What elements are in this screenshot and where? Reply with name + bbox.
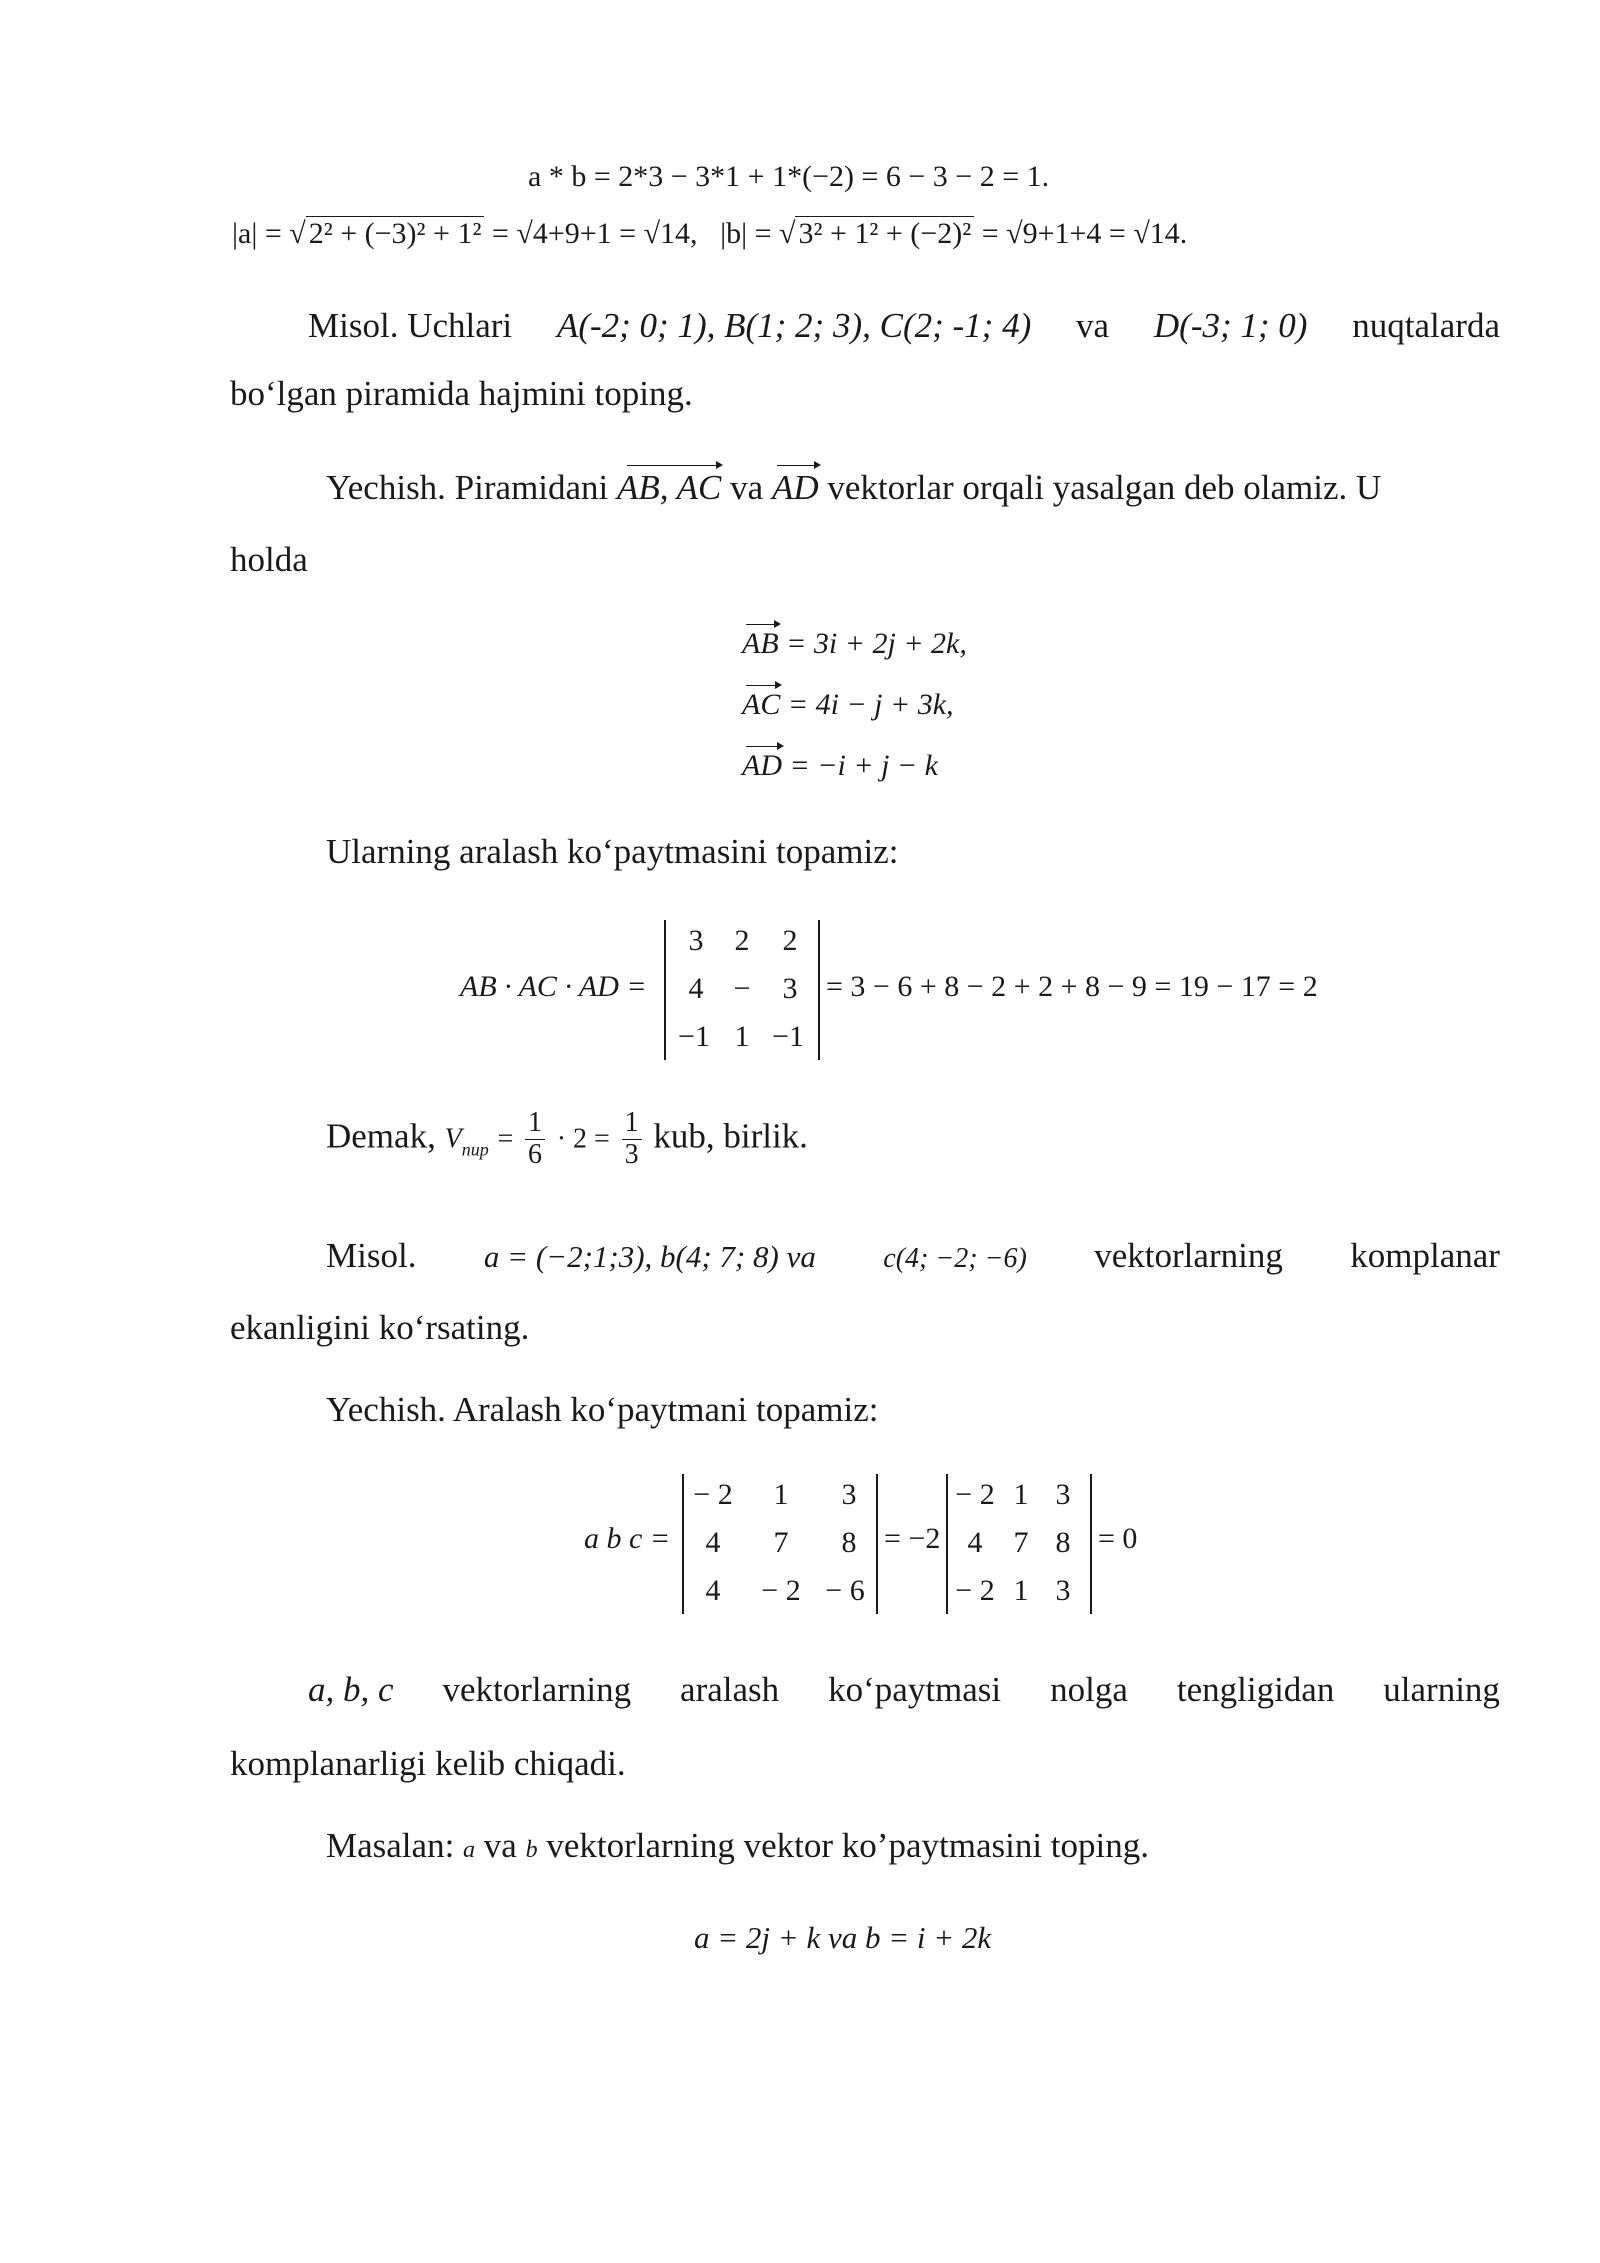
vector-ab-eq xyxy=(742,627,967,661)
conclusion-w6: ularning xyxy=(1383,1670,1500,1709)
det1-rhs: = 3 − 6 + 8 − 2 + 2 + 8 − 9 = 19 − 17 = 2 xyxy=(826,970,1318,1003)
misol1-w1: A(-2; 0; 1), B(1; 2; 3), C(2; -1; 4) xyxy=(556,306,1032,345)
norm-a-lhs: |a| = xyxy=(232,217,282,250)
det1-lhs-text: AB · AC · AD = xyxy=(460,970,647,1003)
masalan-line xyxy=(326,1826,1149,1866)
det2b-r2c0: − 2 xyxy=(955,1574,995,1607)
dot-product-equation xyxy=(528,160,1049,194)
det2b-r1c0: 4 xyxy=(967,1526,983,1559)
demak-sub: пир xyxy=(461,1139,489,1160)
demak-frac1-num: 1 xyxy=(525,1108,545,1140)
misol1-w4: nuqtalarda xyxy=(1352,306,1500,345)
masalan-va: va xyxy=(483,1826,517,1865)
det2a-r1c0: 4 xyxy=(705,1526,721,1559)
det1-r1c1: − xyxy=(733,972,751,1005)
norm-b-radicand: 3² + 1² + (−2)² xyxy=(795,216,974,251)
conclusion-w2: aralash xyxy=(680,1670,780,1709)
misol2-w3: vektorlarning xyxy=(1094,1236,1283,1275)
dot-product-text: a * b = 2*3 − 3*1 + 1*(−2) = 6 − 3 − 2 = 1. xyxy=(528,160,1050,193)
demak-tail: kub, birlik. xyxy=(653,1116,808,1156)
norm-a-result: = √4+9+1 = √14, xyxy=(491,217,698,250)
conclusion-w0: a, b, c xyxy=(308,1670,394,1709)
det2a-r2c2: − 6 xyxy=(825,1574,865,1607)
misol2-w4: komplanar xyxy=(1350,1236,1500,1275)
vector-ad-name: AD xyxy=(742,749,782,782)
conclusion-line1 xyxy=(308,1670,1500,1710)
misol2-w2: c(4; −2; −6) xyxy=(883,1243,1027,1274)
vec-ab-ac: AB, AC xyxy=(617,468,722,507)
vector-ab-name: AB xyxy=(742,627,779,660)
conclusion-w1: vektorlarning xyxy=(442,1670,632,1709)
demak-frac1 xyxy=(525,1108,545,1171)
det2b-r1c1: 7 xyxy=(1013,1526,1029,1559)
det1-r1c0: 4 xyxy=(688,972,704,1005)
det2a-r2c1: − 2 xyxy=(761,1574,801,1607)
masalan-v2: b xyxy=(525,1837,538,1863)
det2b-r0c2: 3 xyxy=(1055,1478,1071,1511)
masalan-c: vektorlarning vektor ko’paytmasini toping. xyxy=(546,1826,1149,1865)
yechish1-a: Yechish. Piramidani xyxy=(326,468,609,507)
det2a-r0c0: − 2 xyxy=(693,1478,733,1511)
demak-frac2-den: 3 xyxy=(624,1138,639,1170)
det2b-r0c1: 1 xyxy=(1013,1478,1029,1511)
det2-mid: = −2 xyxy=(884,1522,941,1555)
det1-r1c2: 3 xyxy=(782,972,798,1005)
det2a-r1c2: 8 xyxy=(841,1526,857,1559)
vector-ad-eq xyxy=(742,749,938,783)
misol2-w0: Misol. xyxy=(326,1236,417,1275)
conclusion-w3: ko‘paytmasi xyxy=(828,1670,1002,1709)
final-equation xyxy=(694,1920,991,1956)
det2b-r1c2: 8 xyxy=(1055,1526,1071,1559)
conclusion-w4: nolga xyxy=(1050,1670,1128,1709)
yechish1-c: vektorlar orqali yasalgan deb olamiz. U xyxy=(827,468,1382,507)
norms-equation: |a| = √ 2² + (−3)² + 1² = √4+9+1 = √14, |b| = √ 3² + 1² + (−2)² = √9+1+4 = √14. xyxy=(232,217,1188,250)
norm-b-result: = √9+1+4 = √14. xyxy=(981,217,1188,250)
det2-lhs-text: a b c = xyxy=(584,1522,671,1555)
det1-r0c2: 2 xyxy=(782,924,798,957)
yechish1-line1 xyxy=(326,468,1381,508)
det2-matrix2 xyxy=(946,1474,1092,1614)
vector-ad-rhs: = −i + j − k xyxy=(789,749,938,782)
misol1-w2: va xyxy=(1076,306,1110,345)
det2b-r2c2: 3 xyxy=(1055,1574,1071,1607)
det2b-r0c0: − 2 xyxy=(955,1478,995,1511)
misol2-line2: ekanligini ko‘rsating. xyxy=(230,1308,530,1347)
mixed-intro: Ularning aralash ko‘paytmasini topamiz: xyxy=(326,832,899,871)
misol2-line1 xyxy=(326,1236,1500,1276)
conclusion-line2: komplanarligi kelib chiqadi. xyxy=(230,1744,626,1783)
norm-a-radicand: 2² + (−3)² + 1² xyxy=(306,216,485,251)
demak-frac2 xyxy=(622,1108,642,1171)
demak-mid: · 2 = xyxy=(556,1123,610,1155)
det2-lhs xyxy=(584,1522,670,1556)
det2-matrix1 xyxy=(682,1474,878,1614)
vector-ac-name: AC xyxy=(742,688,781,721)
yechish1-line2: holda xyxy=(230,540,308,579)
vector-ab-rhs: = 3i + 2j + 2k, xyxy=(786,627,967,660)
det1-r0c1: 2 xyxy=(734,924,750,957)
det2a-r1c1: 7 xyxy=(773,1526,789,1559)
demak-frac1-den: 6 xyxy=(527,1138,542,1170)
conclusion-w5: tengligidan xyxy=(1176,1670,1335,1709)
misol1-line1 xyxy=(308,306,1500,346)
det2a-r0c1: 1 xyxy=(773,1478,789,1511)
det2b-r2c1: 1 xyxy=(1013,1574,1029,1607)
masalan-a: Masalan: xyxy=(326,1826,455,1865)
yechish2-line: Yechish. Aralash ko‘paytmani topamiz: xyxy=(326,1390,879,1429)
det2-rhs: = 0 xyxy=(1098,1522,1138,1555)
misol1-w0: Misol. Uchlari xyxy=(308,306,513,345)
det1-matrix xyxy=(664,920,820,1060)
det1-r2c0: −1 xyxy=(678,1020,710,1053)
demak-v: V xyxy=(444,1123,462,1155)
misol1-w3: D(-3; 1; 0) xyxy=(1153,306,1308,345)
det1-r0c0: 3 xyxy=(688,924,704,957)
vec-ad: AD xyxy=(771,468,819,507)
det1-r2c1: 1 xyxy=(734,1020,750,1053)
masalan-v1: a xyxy=(463,1837,476,1863)
det1-lhs xyxy=(460,970,647,1004)
det2a-r2c0: 4 xyxy=(705,1574,721,1607)
demak-frac2-num: 1 xyxy=(622,1108,642,1140)
vector-ac-eq xyxy=(742,688,954,722)
demak-line: Demak, $V_{пир}$ = $\frac{1}{6}$ · 2 = $\frac{1}{3}$ kub, birlik. xyxy=(326,1107,808,1170)
det2a-r0c2: 3 xyxy=(841,1478,857,1511)
demak-word: Demak, xyxy=(326,1116,436,1156)
misol2-w1: a = (−2;1;3), b(4; 7; 8) va xyxy=(483,1239,816,1274)
det1-r2c2: −1 xyxy=(772,1020,804,1053)
final-equation-text: a = 2j + k va b = i + 2k xyxy=(694,1920,992,1955)
norm-b-lhs: |b| = xyxy=(720,217,772,250)
yechish1-va: va xyxy=(730,468,764,507)
vector-ac-rhs: = 4i − j + 3k, xyxy=(787,688,954,721)
misol1-line2: bo‘lgan piramida hajmini toping. xyxy=(230,374,693,413)
